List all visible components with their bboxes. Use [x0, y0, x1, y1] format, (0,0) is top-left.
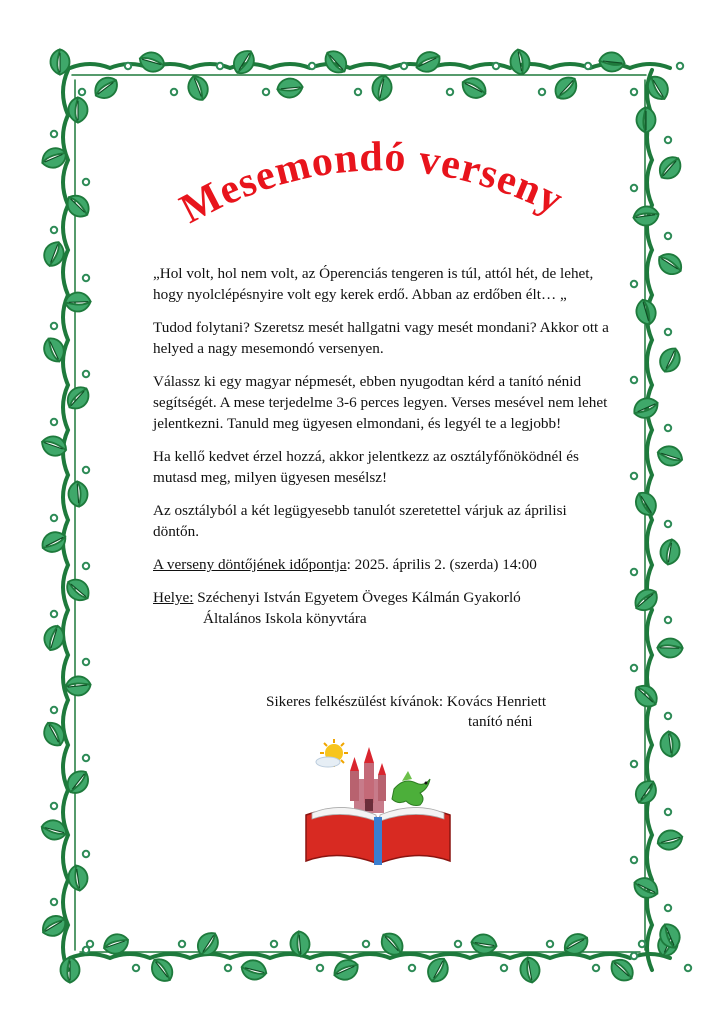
date-label: A verseny döntőjének időpontja	[153, 556, 347, 573]
berry-dot	[547, 941, 553, 947]
date-value: : 2025. április 2. (szerda) 14:00	[346, 556, 537, 573]
leaf-icon	[64, 675, 91, 697]
berry-dot	[401, 63, 407, 69]
place-line1: Széchenyi István Egyetem Öveges Kálmán Gyakorló	[193, 589, 521, 606]
berry-dot	[217, 63, 223, 69]
leaf-icon	[90, 73, 122, 103]
berry-dot	[79, 89, 85, 95]
leaf-icon	[65, 292, 91, 312]
berry-dot	[125, 63, 131, 69]
leaf-icon	[655, 828, 684, 853]
leaf-icon	[277, 77, 304, 98]
paragraph-question: Tudod folytani? Szeretsz mesét hallgatni vagy mesét mondani? Akkor ott a helyed a nagy mesemondó versenyen.	[153, 319, 609, 357]
leaf-icon	[68, 97, 87, 122]
signature-block	[266, 692, 546, 732]
page-title: Mesemondó verseny	[173, 134, 571, 233]
castle-icon	[350, 747, 386, 813]
berry-dot	[83, 851, 89, 857]
berry-dot	[665, 905, 671, 911]
leaf-icon	[239, 958, 268, 983]
sun-icon	[316, 739, 348, 767]
leaf-icon	[631, 776, 661, 808]
berry-dot	[631, 377, 637, 383]
berry-dot	[631, 857, 637, 863]
leaf-icon	[412, 48, 443, 76]
leaf-icon	[631, 394, 662, 422]
vine-stem	[647, 70, 652, 970]
berry-dot	[639, 941, 645, 947]
leaf-icon	[229, 46, 259, 78]
berry-dot	[225, 965, 231, 971]
berry-dot	[51, 131, 57, 137]
open-book-icon	[306, 807, 450, 865]
leaf-icon	[631, 488, 661, 520]
leaf-icon	[137, 49, 167, 74]
place-label: Helye:	[153, 589, 194, 606]
leaf-icon	[518, 956, 541, 984]
berry-dot	[447, 89, 453, 95]
berry-dot	[271, 941, 277, 947]
title-arc	[150, 118, 590, 248]
berry-dot	[493, 63, 499, 69]
berry-dot	[83, 659, 89, 665]
berry-dot	[363, 941, 369, 947]
vine-stem	[70, 954, 670, 958]
leaf-icon	[598, 51, 625, 73]
berry-dot	[631, 281, 637, 287]
berry-dot	[539, 89, 545, 95]
berry-dot	[665, 137, 671, 143]
berry-dot	[631, 89, 637, 95]
berry-dot	[631, 953, 637, 959]
berry-dot	[51, 611, 57, 617]
paragraph-apply: Ha kellő kedvet érzel hozzá, akkor jelentkezz az osztályfőnöködnél és mutasd meg, milyen ügyesen mesélsz!	[153, 448, 579, 486]
berry-dot	[309, 63, 315, 69]
leaf-icon	[630, 874, 661, 902]
leaf-icon	[68, 481, 89, 508]
berry-dot	[51, 323, 57, 329]
leaf-icon	[656, 345, 684, 376]
berry-dot	[83, 947, 89, 953]
berry-dot	[133, 965, 139, 971]
paragraph-final: Az osztályból a két legügyesebb tanulót szeretettel várjuk az áprilisi döntőn.	[153, 502, 567, 540]
berry-dot	[51, 707, 57, 713]
leaf-icon	[632, 205, 660, 227]
paragraph-rules: Válassz ki egy magyar népmesét, ebben nyugodtan kérd a tanító nénid segítségét. A mese terjedelme 3-6 perces legyen. Verses mesével nem lehet jelentkezni. Tanuld meg ügyesen elmondani, és legyél te a legjobb!	[153, 373, 608, 432]
berry-dot	[631, 185, 637, 191]
berry-dot	[263, 89, 269, 95]
leaf-icon	[185, 73, 212, 103]
leaf-icon	[655, 152, 686, 184]
signature-line1: Sikeres felkészülést kívánok: Kovács Henriett	[266, 693, 547, 710]
leaf-icon	[50, 49, 69, 74]
signature-role: tanító néni	[468, 713, 533, 730]
paragraph-intro: „Hol volt, hol nem volt, az Óperenciás tengeren is túl, attól hét, de lehet, hogy nyolclépésnyire volt egy kerek erdő. Abban az erdőben élt… „	[153, 265, 594, 303]
flyer-body	[153, 263, 613, 641]
berry-dot	[51, 515, 57, 521]
berry-dot	[317, 965, 323, 971]
berry-dot	[631, 761, 637, 767]
berry-dot	[51, 419, 57, 425]
date-line	[153, 554, 613, 575]
leaf-icon	[655, 443, 685, 469]
leaf-icon	[62, 575, 94, 606]
berry-dot	[83, 563, 89, 569]
berry-dot	[593, 965, 599, 971]
berry-dot	[501, 965, 507, 971]
berry-dot	[665, 425, 671, 431]
berry-dot	[83, 179, 89, 185]
berry-dot	[83, 371, 89, 377]
leaf-icon	[657, 638, 683, 657]
berry-dot	[631, 665, 637, 671]
place-line2: Általános Iskola könyvtára	[203, 610, 367, 627]
leaf-icon	[654, 249, 686, 279]
berry-dot	[665, 329, 671, 335]
berry-dot	[665, 233, 671, 239]
dragon-icon	[392, 771, 430, 806]
leaf-icon	[320, 46, 351, 78]
berry-dot	[665, 713, 671, 719]
leaf-icon	[659, 538, 682, 566]
berry-dot	[171, 89, 177, 95]
leaf-icon	[331, 956, 362, 984]
leaf-icon	[370, 74, 393, 102]
berry-dot	[455, 941, 461, 947]
berry-dot	[665, 521, 671, 527]
leaf-icon	[62, 190, 93, 221]
leaf-icon	[659, 730, 681, 757]
leaf-icon	[60, 957, 79, 982]
berry-dot	[409, 965, 415, 971]
berry-dot	[83, 467, 89, 473]
leaf-icon	[636, 107, 655, 132]
leaf-icon	[633, 297, 658, 327]
berry-dot	[677, 63, 683, 69]
berry-dot	[51, 899, 57, 905]
berry-dot	[83, 755, 89, 761]
berry-dot	[631, 569, 637, 575]
berry-dot	[665, 617, 671, 623]
berry-dot	[665, 809, 671, 815]
berry-dot	[355, 89, 361, 95]
place-block	[153, 587, 613, 629]
berry-dot	[51, 227, 57, 233]
berry-dot	[51, 803, 57, 809]
leaf-icon	[630, 585, 662, 616]
leaf-icon	[550, 72, 581, 103]
berry-dot	[685, 965, 691, 971]
berry-dot	[631, 473, 637, 479]
berry-dot	[585, 63, 591, 69]
leaf-icon	[458, 74, 489, 102]
leaf-icon	[508, 48, 531, 76]
leaf-icon	[630, 680, 662, 711]
berry-dot	[179, 941, 185, 947]
leaf-icon	[67, 864, 89, 892]
storybook-illustration	[298, 737, 458, 867]
berry-dot	[83, 275, 89, 281]
